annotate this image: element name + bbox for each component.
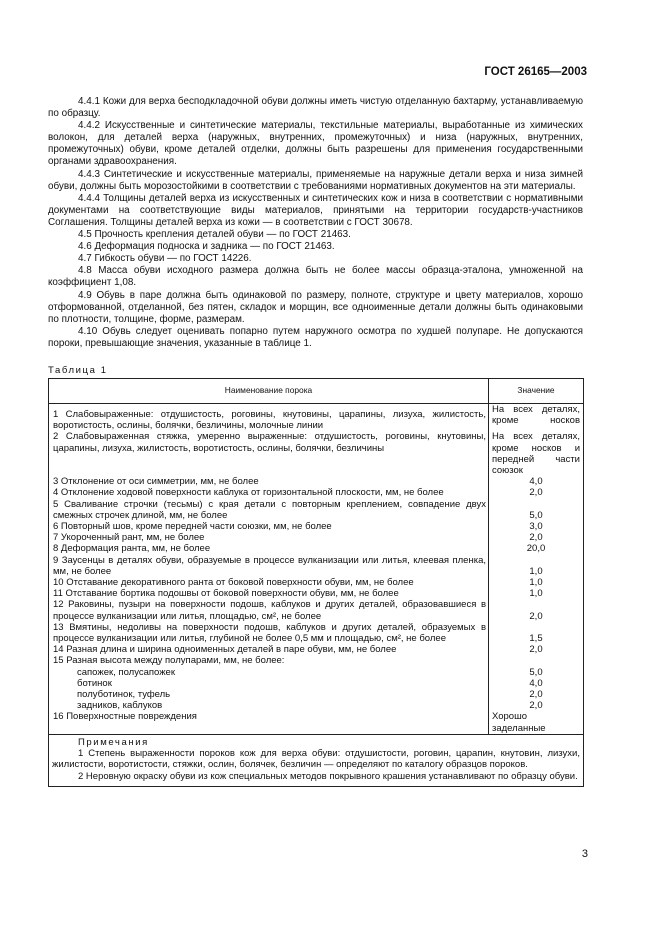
table-row	[49, 404, 584, 432]
defect-subitem: задников, каблуков	[49, 700, 489, 711]
table-row	[49, 622, 584, 644]
paragraph: 4.9 Обувь в паре должна быть одинаковой по размеру, полноте, структуре и цвету материалов, хорошо отформованной, отделанной, без пятен, складок и морщин, все одноименные детали должны быть одинаковыми по плотности, толщине, форме, размерам.	[48, 289, 583, 325]
defect-name: 3 Отклонение от оси симметрии, мм, не более	[49, 476, 489, 487]
defect-value: 2,0	[489, 644, 584, 655]
table-row	[49, 555, 584, 577]
defect-name: 12 Раковины, пузыри на поверхности подошв, каблуков и других деталей, образовавшиеся в процессе вулканизации или литья, площадью, см², не более	[49, 599, 489, 621]
table-row	[49, 599, 584, 621]
defect-name: 11 Отставание бортика подошвы от боковой поверхности обуви, мм, не более	[49, 588, 489, 599]
defect-name: 15 Разная высота между полупарами, мм, не более:	[49, 655, 489, 666]
table-row	[49, 644, 584, 655]
note-item: 1 Степень выраженности пороков кож для верха обуви: отдушистости, роговин, царапин, кнутовин, лизухи, жилистости, воротистости, стяжки, ослин, болячек, безличин — определяют по каталогу образцов пороков.	[52, 748, 580, 771]
table-row	[49, 476, 584, 487]
defect-subitem: полуботинок, туфель	[49, 689, 489, 700]
defect-value: 2,0	[489, 689, 584, 700]
table-header-row	[49, 379, 584, 404]
table-row	[49, 499, 584, 521]
table-notes	[49, 734, 584, 786]
table-row	[49, 667, 584, 678]
body-text	[48, 96, 583, 350]
defect-name: 7 Укороченный рант, мм, не более	[49, 532, 489, 543]
column-header-value: Значение	[489, 379, 584, 404]
paragraph: 4.4.3 Синтетические и искусственные материалы, применяемые на наружные детали верха и низа зимней обуви, должны быть морозостойкими в соответствии с требованиями нормативных документов на эти материалы.	[48, 168, 583, 192]
defect-value: 20,0	[489, 543, 584, 554]
defect-name: 4 Отклонение ходовой поверхности каблука от горизонтальной плоскости, мм, не более	[49, 487, 489, 498]
paragraph: 4.4.1 Кожи для верха бесподкладочной обуви должны иметь чистую отделанную бахтарму, устанавливаемую по образцу.	[48, 96, 583, 120]
table-row	[49, 689, 584, 700]
table-notes-row	[49, 734, 584, 786]
note-item: 2 Неровную окраску обуви из кож специальных методов покрывного крашения устанавливают по образцу обуви.	[78, 770, 578, 782]
defect-subitem: сапожек, полусапожек	[49, 667, 489, 678]
defect-value: 4,0	[489, 678, 584, 689]
defect-name: 8 Деформация ранта, мм, не более	[49, 543, 489, 554]
defect-value: 2,0	[489, 599, 584, 621]
defect-value: 2,0	[489, 700, 584, 711]
defect-value: 5,0	[489, 499, 584, 521]
table-row	[49, 521, 584, 532]
notes-title: Примечания	[78, 736, 149, 748]
paragraph: 4.8 Масса обуви исходного размера должна быть не более массы образца-эталона, умноженной на коэффициент 1,08.	[48, 265, 583, 289]
defect-name: 2 Слабовыраженная стяжка, умеренно выраженные: отдушистость, роговины, кнутовины, царапины, лизуха, жилистость, воротистость, ослины, болячки, безличины	[49, 431, 489, 476]
defect-value: 1,5	[489, 622, 584, 644]
paragraph: 4.6 Деформация подноска и задника — по ГОСТ 21463.	[78, 241, 335, 253]
defect-name: 1 Слабовыраженные: отдушистость, роговины, кнутовины, царапины, лизуха, жилистость, воротистость, ослины, болячки, безличины, молочные линии	[49, 404, 489, 432]
table-row	[49, 678, 584, 689]
defect-name: 16 Поверхностные повреждения	[49, 711, 489, 734]
page-number: 3	[581, 848, 588, 860]
defects-table	[48, 378, 584, 787]
defect-name: 6 Повторный шов, кроме передней части союзки, мм, не более	[49, 521, 489, 532]
table-row	[49, 588, 584, 599]
column-header-name: Наименование порока	[49, 379, 489, 404]
defect-name: 14 Разная длина и ширина одноименных деталей в паре обуви, мм, не более	[49, 644, 489, 655]
defect-name: 13 Вмятины, недоливы на поверхности подошв, каблуков и других деталей, образуемых в процессе вулканизации или литья, глубиной не более 0,5 мм и площадью, см², не более	[49, 622, 489, 644]
paragraph: 4.7 Гибкость обуви — по ГОСТ 14226.	[78, 253, 252, 265]
document-code: ГОСТ 26165—2003	[484, 66, 587, 78]
defect-value	[489, 655, 584, 666]
table-row	[49, 577, 584, 588]
table-row	[49, 431, 584, 476]
defect-value: 1,0	[489, 588, 584, 599]
defect-value: 4,0	[489, 476, 584, 487]
defect-name: 9 Заусенцы в деталях обуви, образуемые в процессе вулканизации или литья, клеевая пленка, мм, не более	[49, 555, 489, 577]
defect-value: 3,0	[489, 521, 584, 532]
paragraph: 4.4.4 Толщины деталей верха из искусственных и синтетических кож и низа в соответствии с нормативными документами на соответствующие виды материалов, принятыми на территории государств-участников Соглашения. Толщины деталей верха из кожи — в соответствии с ГОСТ 30678.	[48, 192, 583, 228]
table-row	[49, 543, 584, 554]
defect-value: 2,0	[489, 532, 584, 543]
table-row	[49, 700, 584, 711]
paragraph: 4.4.2 Искусственные и синтетические материалы, текстильные материалы, выработанные из химических волокон, для деталей верха (наружных, внутренних, промежуточных) и низа (наружных, внутренних, промежуточных) обуви, кроме деталей отделки, должны быть разрешены для применения государственными органами здравоохранения.	[48, 120, 583, 168]
paragraph: 4.5 Прочность крепления деталей обуви — по ГОСТ 21463.	[78, 229, 351, 241]
table-row	[49, 711, 584, 734]
table-caption: Таблица 1	[48, 365, 108, 376]
defect-value: На всех деталях, кроме носков	[489, 404, 584, 432]
defect-value: Хорошо заделанные	[489, 711, 584, 734]
defect-value: На всех деталях, кроме носков и передней части союзок	[489, 431, 584, 476]
table-row	[49, 655, 584, 666]
table-row	[49, 487, 584, 498]
defect-name: 5 Сваливание строчки (тесьмы) с края детали с повторным креплением, совпадение двух смежных строчек длиной, мм, не более	[49, 499, 489, 521]
defect-value: 2,0	[489, 487, 584, 498]
defect-value: 1,0	[489, 577, 584, 588]
table-row	[49, 532, 584, 543]
defect-value: 5,0	[489, 667, 584, 678]
defect-value: 1,0	[489, 555, 584, 577]
defect-name: 10 Отставание декоративного ранта от боковой поверхности обуви, мм, не более	[49, 577, 489, 588]
defect-subitem: ботинок	[49, 678, 489, 689]
paragraph: 4.10 Обувь следует оценивать попарно путем наружного осмотра по худшей полупаре. Не допускаются пороки, превышающие значения, указанные в таблице 1.	[48, 325, 583, 349]
